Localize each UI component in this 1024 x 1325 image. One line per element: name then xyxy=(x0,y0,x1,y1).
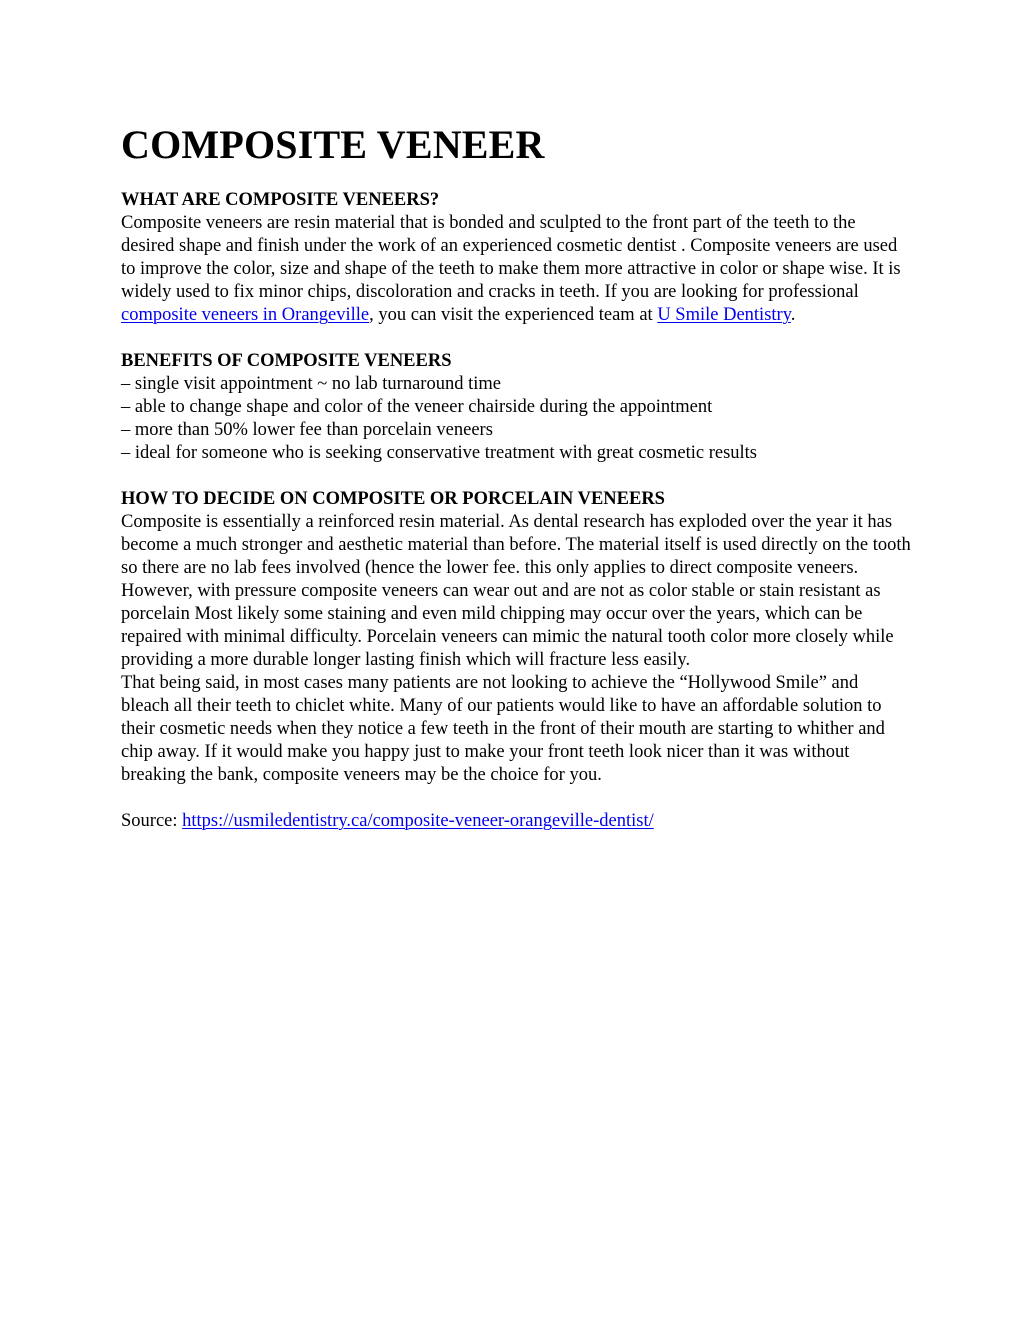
benefits-list xyxy=(121,373,911,465)
what-text-2: , you can visit the experienced team at xyxy=(369,305,658,325)
section-benefits xyxy=(121,350,911,465)
composite-veneers-orangeville-link[interactable]: composite veneers in Orangeville xyxy=(121,305,370,325)
source-line xyxy=(121,810,911,833)
section-heading-what: WHAT ARE COMPOSITE VENEERS? xyxy=(121,190,440,210)
decide-paragraph: That being said, in most cases many patients are not looking to achieve the “Hollywood Smile” and bleach all their teeth to chiclet white. Many of our patients would like to have an affordable solution to their cosmetic needs when they notice a few teeth in the front of their mouth are starting to whither and chip away. If it would make you happy just to make your front teeth look nicer than it was without breaking the bank, composite veneers may be the choice for you. xyxy=(121,673,885,785)
what-text-1: Composite veneers are resin material that is bonded and sculpted to the front part of the teeth to the desired shape and finish under the work of an experienced cosmetic dentist . Composite veneers are used to improve the color, size and shape of the teeth to make them more attractive in color or shape wise. It is widely used to fix minor chips, discoloration and cracks in teeth. If you are looking for professional xyxy=(121,213,901,302)
document-page xyxy=(121,119,911,833)
source-label: Source: xyxy=(121,811,183,831)
benefit-item: – single visit appointment ~ no lab turnaround time xyxy=(121,374,501,394)
document-title: COMPOSITE VENEER xyxy=(121,122,545,167)
source-url-link[interactable]: https://usmiledentistry.ca/composite-veneer-orangeville-dentist/ xyxy=(182,811,654,831)
benefit-item: – able to change shape and color of the veneer chairside during the appointment xyxy=(121,397,713,417)
section-how-to-decide xyxy=(121,488,911,787)
section-heading-benefits: BENEFITS OF COMPOSITE VENEERS xyxy=(121,351,452,371)
section-heading-decide: HOW TO DECIDE ON COMPOSITE OR PORCELAIN VENEERS xyxy=(121,489,665,509)
benefit-item: – ideal for someone who is seeking conservative treatment with great cosmetic results xyxy=(121,443,758,463)
decide-paragraph: However, with pressure composite veneers can wear out and are not as color stable or stain resistant as porcelain Most likely some staining and even mild chipping may occur over the years, which can be repaired with minimal difficulty. Porcelain veneers can mimic the natural tooth color more closely while providing a more durable longer lasting finish which will fracture less easily. xyxy=(121,581,894,670)
section-what-are-composite-veneers xyxy=(121,189,911,327)
benefit-item: – more than 50% lower fee than porcelain veneers xyxy=(121,420,493,440)
what-text-3: . xyxy=(790,305,796,325)
what-paragraph xyxy=(121,212,911,327)
u-smile-dentistry-link[interactable]: U Smile Dentistry xyxy=(657,305,791,325)
decide-paragraph: Composite is essentially a reinforced resin material. As dental research has exploded over the year it has become a much stronger and aesthetic material than before. The material itself is used directly on the tooth so there are no lab fees involved (hence the lower fee. this only applies to direct composite veneers. xyxy=(121,512,911,578)
